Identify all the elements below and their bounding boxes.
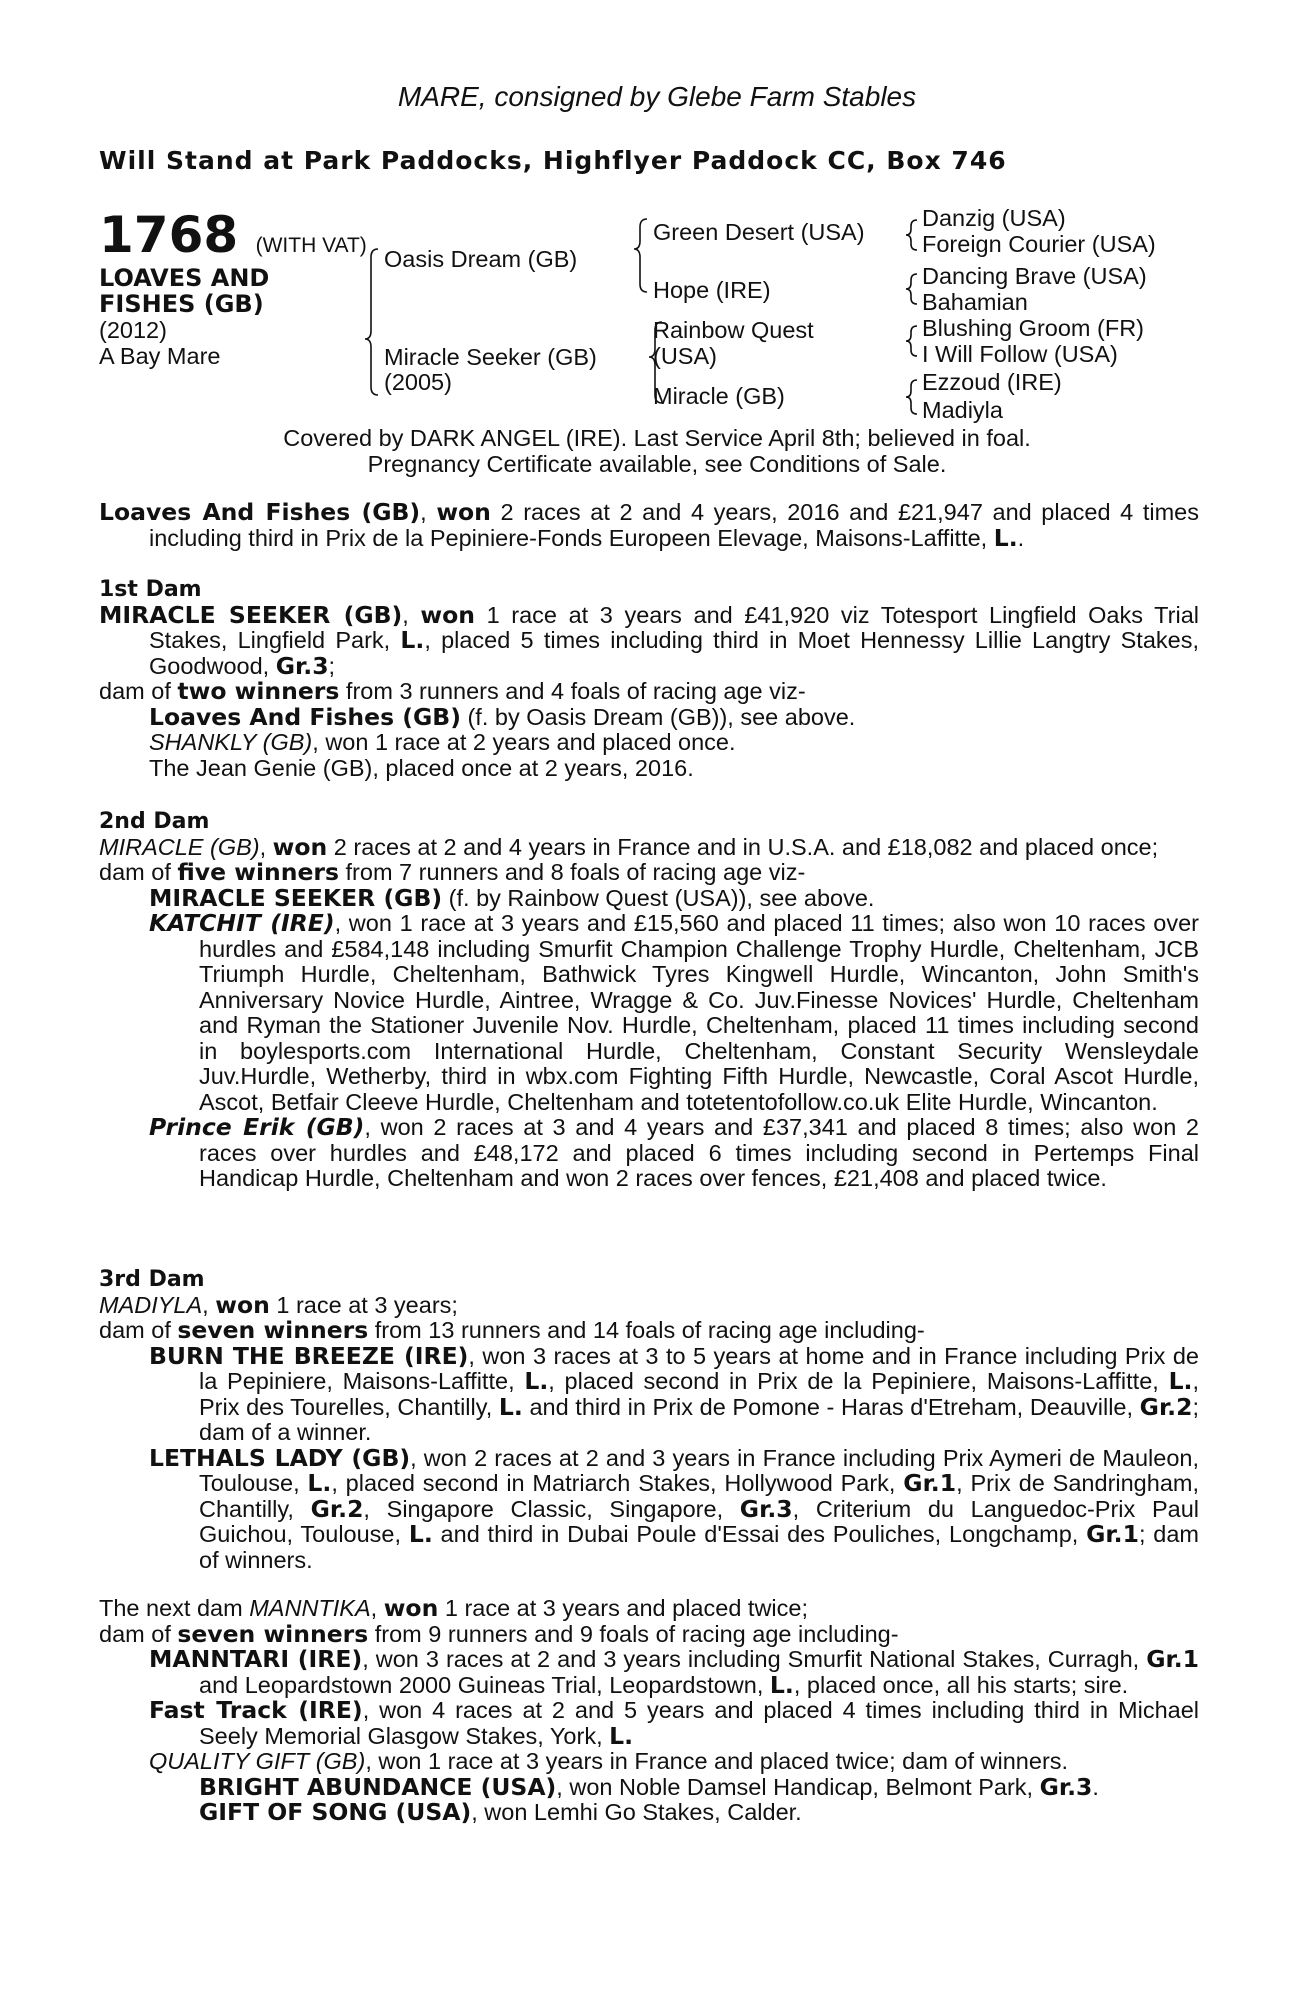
produce-text: (f. by Rainbow Quest (USA)), see above. bbox=[442, 884, 875, 911]
group-mark: Gr.3 bbox=[739, 1494, 793, 1523]
brace-main bbox=[365, 249, 378, 395]
summary-text: from 13 runners and 14 foals of racing age including- bbox=[368, 1317, 925, 1343]
listed-mark: L. bbox=[609, 1721, 634, 1750]
record-text: 2 races at 2 and 4 years in France and in U.S.A. and £18,082 and placed once; bbox=[327, 833, 1159, 860]
covering-line-1: Covered by DARK ANGEL (IRE). Last Service April 8th; believed in foal. bbox=[283, 425, 1031, 451]
produce-text: , Prix de Sandringham, Chantilly, bbox=[199, 1470, 1199, 1522]
winners-count: two winners bbox=[177, 677, 340, 705]
summary-text: from 7 runners and 8 foals of racing age viz- bbox=[338, 859, 806, 885]
third-dam-heading: 3rd Dam bbox=[99, 1267, 205, 1292]
horse-name-line-1: LOAVES AND bbox=[99, 264, 270, 292]
produce-text: . bbox=[1092, 1773, 1099, 1800]
produce-text: , won 4 races at 2 and 5 years and placed 4 times including third in Michael Seely Memorial Glasgow Stakes, York, bbox=[199, 1697, 1199, 1749]
vat-note: (WITH VAT) bbox=[255, 234, 367, 257]
listed-mark: L. bbox=[307, 1469, 332, 1497]
first-dam-heading: 1st Dam bbox=[99, 577, 202, 602]
group-mark: Gr.1 bbox=[1146, 1645, 1199, 1673]
summary-text: from 9 runners and 9 foals of racing age including- bbox=[368, 1620, 899, 1647]
horse-description: A Bay Mare bbox=[99, 343, 221, 369]
winners-count: seven winners bbox=[177, 1316, 369, 1344]
produce-entry bbox=[99, 1647, 1199, 1698]
produce-entry bbox=[99, 1443, 1199, 1574]
pedigree-g7: Ezzoud (IRE) bbox=[922, 369, 1062, 395]
listed-mark: L. bbox=[524, 1367, 549, 1395]
produce-text: , won 3 races at 2 and 3 years including Smurfit National Stakes, Curragh, bbox=[362, 1646, 1147, 1672]
first-dam-name: MIRACLE SEEKER (GB) bbox=[99, 600, 403, 629]
third-dam-section bbox=[99, 1267, 1199, 1573]
produce-entry bbox=[99, 883, 1199, 912]
produce-entry bbox=[99, 1698, 1199, 1749]
produce-entry bbox=[99, 1341, 1199, 1446]
listed-mark: L. bbox=[993, 523, 1018, 552]
listed-mark: L. bbox=[400, 626, 425, 654]
produce-entry: The Jean Genie (GB), placed once at 2 years, 2016. bbox=[149, 754, 694, 781]
pedigree-g6: I Will Follow (USA) bbox=[922, 341, 1118, 367]
produce-text: , won Noble Damsel Handicap, Belmont Park, bbox=[556, 1773, 1040, 1800]
listed-mark: L. bbox=[498, 1392, 523, 1421]
pedigree-g8: Madiyla bbox=[922, 397, 1003, 423]
group-mark: Gr.2 bbox=[1139, 1392, 1193, 1421]
record-text: 1 race at 3 years; bbox=[269, 1291, 458, 1318]
produce-name: Loaves And Fishes (GB) bbox=[149, 702, 461, 731]
produce-text: , won 2 races at 2 and 3 years in France including Prix Aymeri de Mauleon, Toulouse, bbox=[199, 1444, 1199, 1496]
brace-sire bbox=[634, 219, 647, 292]
next-dam-record: The next dam MANNTIKA, won 1 race at 3 years and placed twice; bbox=[99, 1594, 808, 1622]
brace-g1 bbox=[906, 220, 917, 250]
winners-count: seven winners bbox=[177, 1619, 369, 1648]
foaling-year: (2012) bbox=[99, 317, 167, 343]
record-text: 1 race at 3 years and placed twice; bbox=[438, 1595, 808, 1621]
produce-text: , placed second in Prix de la Pepiniere, Maisons-Laffitte, bbox=[548, 1368, 1169, 1394]
group-mark: Gr.1 bbox=[903, 1469, 957, 1497]
won-label: won bbox=[420, 600, 475, 629]
produce-text: ; dam of winners. bbox=[199, 1521, 1199, 1573]
covering-line-2: Pregnancy Certificate available, see Conditions of Sale. bbox=[367, 450, 947, 477]
produce-text: , won 1 race at 2 years and placed once. bbox=[312, 729, 736, 755]
produce-text: , Prix des Tourelles, Chantilly, bbox=[199, 1368, 1199, 1420]
next-dam-produce-summary bbox=[99, 1619, 1199, 1648]
second-dam-name: MIRACLE (GB) bbox=[99, 833, 260, 860]
produce-text: ; dam of a winner. bbox=[199, 1393, 1199, 1445]
intro-end: . bbox=[1017, 524, 1025, 551]
summary-text: dam of bbox=[99, 859, 178, 885]
listed-mark: L. bbox=[769, 1670, 794, 1699]
pedigree-sire-sire: Green Desert (USA) bbox=[653, 219, 865, 245]
produce-text: , won 2 races at 3 and 4 years and £37,341 and placed 8 times; also won 2 races over hurdles and £48,172 and placed 6 times including second in Pertemps Final Handicap Hurdle, Cheltenham and won 2 races over fences, £21,408 and placed twice. bbox=[199, 1114, 1199, 1191]
pedigree-g5: Blushing Groom (FR) bbox=[922, 315, 1144, 341]
grand-produce-entry bbox=[99, 1800, 1199, 1826]
second-dam-heading: 2nd Dam bbox=[99, 809, 210, 834]
produce-entry bbox=[99, 702, 1199, 731]
produce-name: Fast Track (IRE) bbox=[149, 1696, 363, 1724]
summary-text: dam of bbox=[99, 678, 178, 704]
won-label: won bbox=[272, 832, 328, 861]
first-dam-section bbox=[99, 577, 1199, 781]
produce-name: QUALITY GIFT (GB) bbox=[149, 1748, 366, 1774]
second-dam-produce-summary bbox=[99, 860, 1199, 886]
brace-g4 bbox=[906, 380, 917, 414]
produce-name: MANNTARI (IRE) bbox=[149, 1645, 363, 1673]
third-dam-record: MADIYLA, won 1 race at 3 years; bbox=[99, 1290, 458, 1319]
produce-text: , won Lemhi Go Stakes, Calder. bbox=[471, 1799, 802, 1825]
won-label: won bbox=[436, 498, 491, 526]
group-mark: Gr.2 bbox=[310, 1494, 364, 1523]
covering-note bbox=[0, 426, 1314, 477]
listed-mark: L. bbox=[408, 1520, 433, 1548]
produce-entry bbox=[99, 911, 1199, 1115]
next-dam-name: MANNTIKA bbox=[249, 1595, 371, 1621]
summary-text: from 3 runners and 4 foals of racing age viz- bbox=[339, 678, 806, 704]
record-text: , placed 5 times including third in Moet Hennessy Lillie Langtry Stakes, Goodwood, bbox=[149, 627, 1199, 679]
produce-text: , placed once, all his starts; sire. bbox=[793, 1671, 1129, 1698]
produce-name: SHANKLY (GB) bbox=[149, 729, 313, 755]
pedigree-dam-dam: Miracle (GB) bbox=[653, 383, 785, 409]
won-label: won bbox=[383, 1594, 439, 1622]
produce-entry bbox=[99, 730, 1199, 756]
third-dam-name: MADIYLA bbox=[99, 1291, 203, 1318]
record-text: 1 race at 3 years and £41,920 viz Totesport Lingfield Oaks Trial Stakes, Lingfield Park, bbox=[149, 601, 1200, 653]
won-label: won bbox=[215, 1290, 270, 1319]
pedigree-g4: Bahamian bbox=[922, 289, 1028, 315]
consignor-line: MARE, consigned by Glebe Farm Stables bbox=[397, 81, 917, 112]
pedigree-dam-sire-1: Rainbow Quest bbox=[653, 317, 814, 343]
group-mark: Gr.3 bbox=[1039, 1772, 1093, 1801]
summary-text: dam of bbox=[99, 1317, 178, 1343]
group-mark: Gr.3 bbox=[275, 651, 329, 680]
stand-location: Will Stand at Park Paddocks, Highflyer Paddock CC, Box 746 bbox=[99, 146, 1007, 175]
produce-name: BURN THE BREEZE (IRE) bbox=[149, 1341, 469, 1370]
pedigree-g1: Danzig (USA) bbox=[922, 205, 1066, 231]
produce-text: , won 3 races at 3 to 5 years at home and in France including Prix de la Pepiniere, Maisons-Laffitte, bbox=[199, 1342, 1199, 1394]
listed-mark: L. bbox=[1168, 1367, 1193, 1395]
horse-name: Loaves And Fishes (GB) bbox=[99, 498, 421, 526]
produce-text: (f. by Oasis Dream (GB)), see above. bbox=[460, 703, 856, 730]
produce-text: and third in Prix de Pomone - Haras d'Etreham, Deauville, bbox=[522, 1393, 1140, 1420]
produce-text: , Singapore Classic, Singapore, bbox=[363, 1495, 740, 1522]
produce-name: KATCHIT (IRE) bbox=[149, 909, 335, 937]
third-dam-produce-summary bbox=[99, 1318, 1199, 1344]
produce-text: , won 1 race at 3 years and £15,560 and placed 11 times; also won 10 races over hurdles and £584,148 including Smurfit Champion Challenge Trophy Hurdle, Cheltenham, JCB Triumph Hurdle, Cheltenham, Bathwick Tyres Kingwell Hurdle, Wincanton, John Smith's Anniversary Novice Hurdle, Aintree, Wragge & Co. Juv.Finesse Novices' Hurdle, Cheltenham and Ryman the Stationer Juvenile Nov. Hurdle, Cheltenham, placed 11 times including second in boylesports.com International Hurdle, Cheltenham, Constant Security Wensleydale Juv.Hurdle, Wetherby, third in wbx.com Fighting Fifth Hurdle, Newcastle, Coral Ascot Hurdle, Ascot, Betfair Cleeve Hurdle, Cheltenham and totetentofollow.co.uk Elite Hurdle, Wincanton. bbox=[199, 910, 1199, 1115]
record-text: The next dam bbox=[99, 1595, 250, 1621]
second-dam-section bbox=[99, 809, 1199, 1192]
record-text: ; bbox=[328, 652, 336, 679]
pedigree-dam-sire-2: (USA) bbox=[653, 343, 717, 369]
pedigree-dam-year: (2005) bbox=[384, 369, 452, 395]
produce-text: and Leopardstown 2000 Guineas Trial, Leopardstown, bbox=[199, 1671, 770, 1698]
produce-entry bbox=[99, 1115, 1199, 1192]
pedigree-dam: Miracle Seeker (GB) bbox=[384, 344, 597, 370]
brace-g3 bbox=[906, 326, 917, 356]
intro-paragraph: Loaves And Fishes (GB), won 2 races at 2 and 4 years, 2016 and £21,947 and placed 4 times including third in Prix de la Pepiniere-Fonds Europeen Elevage, Maisons-Laffitte, L.. bbox=[99, 498, 1199, 552]
produce-name: MIRACLE SEEKER (GB) bbox=[149, 883, 443, 912]
brace-g2 bbox=[906, 274, 917, 304]
produce-name: BRIGHT ABUNDANCE (USA) bbox=[199, 1772, 557, 1801]
produce-text: , Criterium du Languedoc-Prix Paul Guichou, Toulouse, bbox=[199, 1495, 1199, 1547]
winners-count: five winners bbox=[177, 858, 339, 886]
intro-text: 2 races at 2 and 4 years, 2016 and £21,947 and placed 4 times including third in Prix de la Pepiniere-Fonds Europeen Elevage, Maisons-Laffitte, bbox=[149, 499, 1199, 551]
next-dam-section bbox=[99, 1596, 1199, 1826]
first-dam-produce-summary bbox=[99, 679, 1199, 705]
pedigree-sire-dam: Hope (IRE) bbox=[653, 277, 771, 303]
produce-text: , won 1 race at 3 years in France and placed twice; dam of winners. bbox=[365, 1748, 1069, 1774]
produce-name: GIFT OF SONG (USA) bbox=[199, 1798, 472, 1826]
second-dam-record: MIRACLE (GB), won 2 races at 2 and 4 years in France and in U.S.A. and £18,082 and placed once; bbox=[99, 832, 1159, 861]
pedigree-g2: Foreign Courier (USA) bbox=[922, 231, 1156, 257]
produce-entry bbox=[99, 1749, 1199, 1775]
horse-name-line-2: FISHES (GB) bbox=[99, 290, 264, 318]
first-dam-record: MIRACLE SEEKER (GB), won 1 race at 3 years and £41,920 viz Totesport Lingfield Oaks Trial Stakes, Lingfield Park, L., placed 5 times including third in Moet Hennessy Lillie Langtry Stakes, Goodwood, Gr.3; bbox=[99, 600, 1200, 680]
produce-name: LETHALS LADY (GB) bbox=[149, 1443, 411, 1472]
grand-produce-entry bbox=[99, 1772, 1199, 1801]
group-mark: Gr.1 bbox=[1086, 1520, 1139, 1548]
pedigree-g3: Dancing Brave (USA) bbox=[922, 263, 1147, 289]
produce-name: Prince Erik (GB) bbox=[149, 1113, 365, 1141]
intro-section bbox=[99, 500, 1199, 551]
produce-text: and third in Dubai Poule d'Essai des Pouliches, Longchamp, bbox=[432, 1521, 1087, 1547]
pedigree-sire: Oasis Dream (GB) bbox=[384, 246, 578, 272]
lot-number: 1768 bbox=[99, 206, 239, 264]
produce-text: , placed second in Matriarch Stakes, Hollywood Park, bbox=[331, 1470, 904, 1496]
summary-text: dam of bbox=[99, 1620, 178, 1647]
